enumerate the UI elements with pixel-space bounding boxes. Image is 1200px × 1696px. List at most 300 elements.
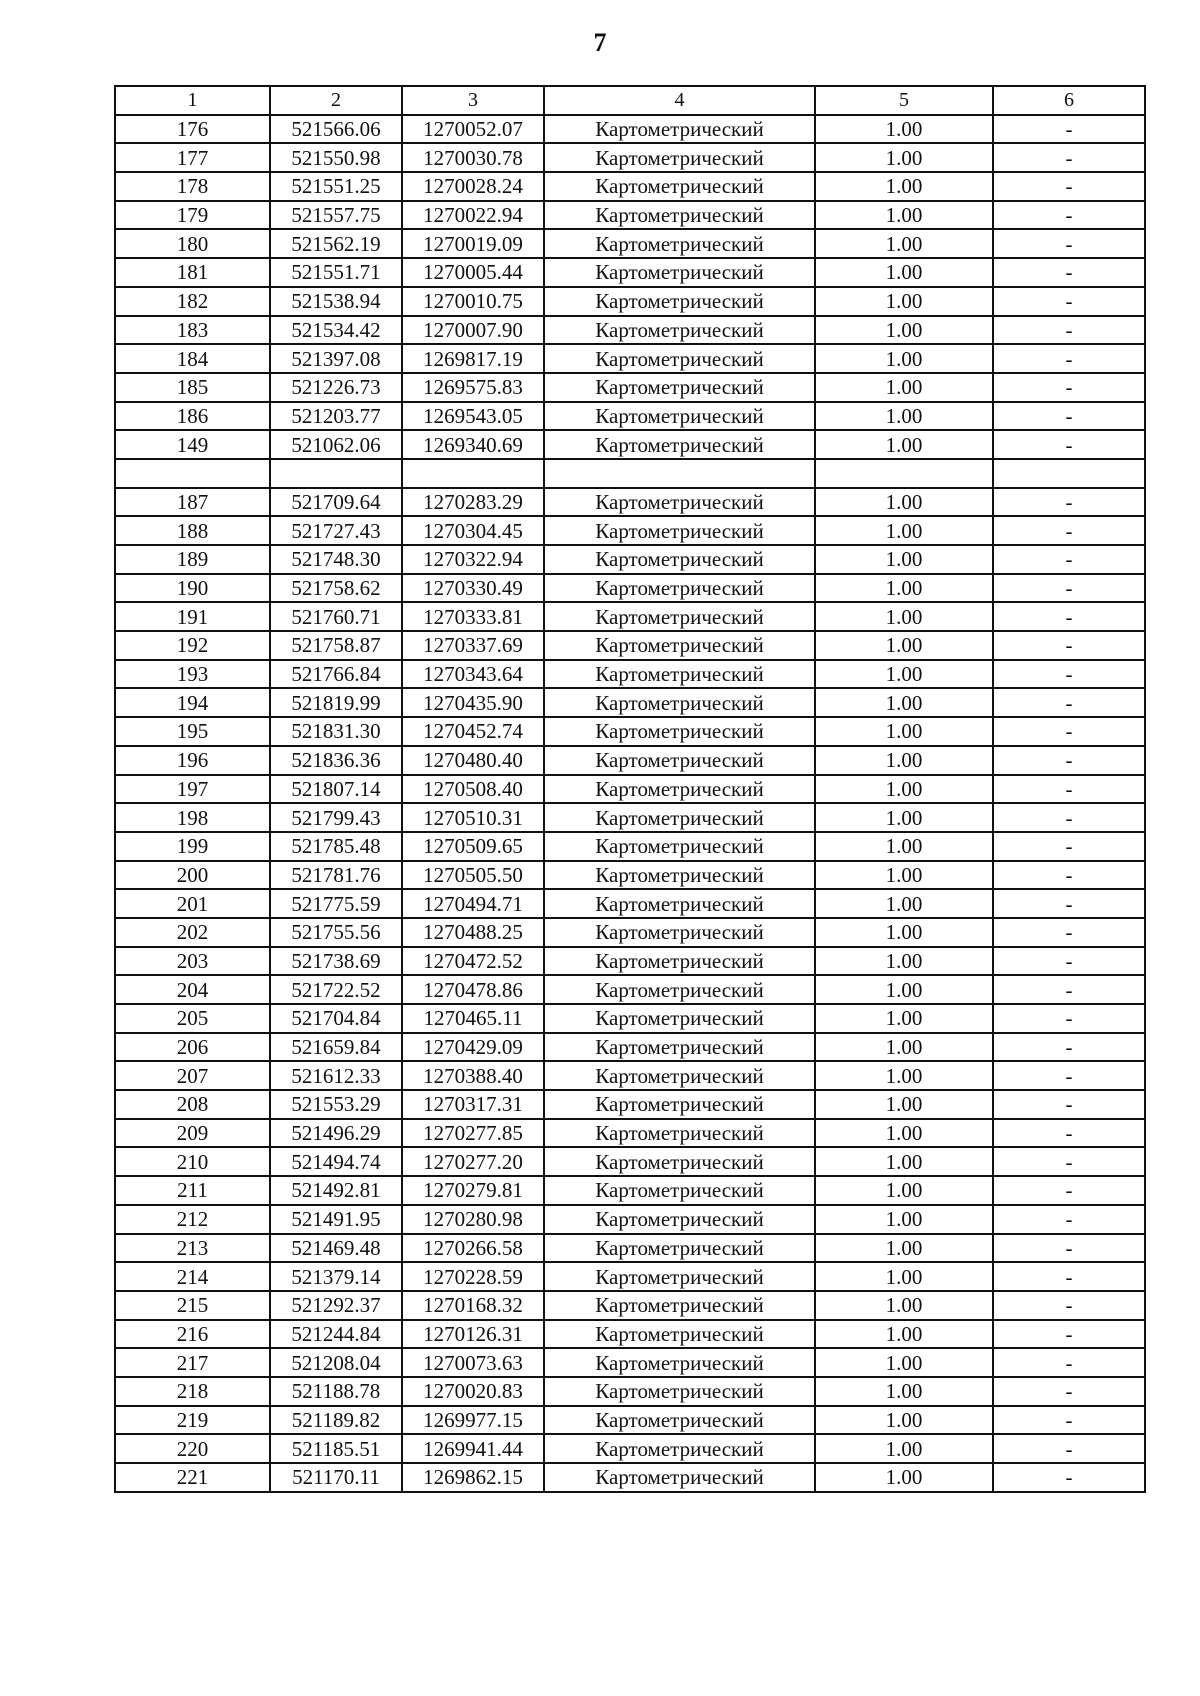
y-coordinate-cell: 1270279.81 [402, 1176, 544, 1205]
y-coordinate-cell: 1270168.32 [402, 1291, 544, 1320]
point-number-cell: 209 [115, 1119, 270, 1148]
y-coordinate-cell: 1270435.90 [402, 688, 544, 717]
accuracy-cell: 1.00 [815, 1004, 993, 1033]
header-row [115, 86, 1145, 115]
table-row [115, 459, 1145, 488]
method-cell: Картометрический [544, 488, 815, 517]
method-cell: Картометрический [544, 316, 815, 345]
point-number-cell: 197 [115, 775, 270, 804]
note-cell: - [993, 344, 1145, 373]
y-coordinate-cell: 1270465.11 [402, 1004, 544, 1033]
table-body [115, 115, 1145, 1492]
method-cell: Картометрический [544, 861, 815, 890]
accuracy-cell: 1.00 [815, 832, 993, 861]
method-cell: Картометрический [544, 688, 815, 717]
point-number-cell: 194 [115, 688, 270, 717]
y-coordinate-cell: 1270126.31 [402, 1320, 544, 1349]
point-number-cell: 198 [115, 803, 270, 832]
method-cell: Картометрический [544, 1176, 815, 1205]
method-cell: Картометрический [544, 229, 815, 258]
method-cell: Картометрический [544, 373, 815, 402]
point-number-cell: 214 [115, 1262, 270, 1291]
table-row [115, 430, 1145, 459]
table-row [115, 115, 1145, 144]
x-coordinate-cell: 521244.84 [270, 1320, 402, 1349]
accuracy-cell: 1.00 [815, 1262, 993, 1291]
point-number-cell: 216 [115, 1320, 270, 1349]
y-coordinate-cell: 1270333.81 [402, 602, 544, 631]
y-coordinate-cell: 1270317.31 [402, 1090, 544, 1119]
x-coordinate-cell: 521170.11 [270, 1463, 402, 1492]
x-coordinate-cell: 521534.42 [270, 316, 402, 345]
note-cell: - [993, 660, 1145, 689]
note-cell: - [993, 574, 1145, 603]
x-coordinate-cell: 521553.29 [270, 1090, 402, 1119]
table-row [115, 172, 1145, 201]
y-coordinate-cell: 1270510.31 [402, 803, 544, 832]
coordinates-table [114, 85, 1146, 1493]
accuracy-cell: 1.00 [815, 631, 993, 660]
method-cell: Картометрический [544, 660, 815, 689]
table-row [115, 1090, 1145, 1119]
y-coordinate-cell: 1270010.75 [402, 287, 544, 316]
point-number-cell: 178 [115, 172, 270, 201]
y-coordinate-cell: 1270228.59 [402, 1262, 544, 1291]
x-coordinate-cell: 521785.48 [270, 832, 402, 861]
method-cell: Картометрический [544, 746, 815, 775]
y-coordinate-cell: 1269977.15 [402, 1406, 544, 1435]
method-cell: Картометрический [544, 258, 815, 287]
accuracy-cell: 1.00 [815, 1234, 993, 1263]
note-cell: - [993, 201, 1145, 230]
point-number-cell: 185 [115, 373, 270, 402]
note-cell: - [993, 1205, 1145, 1234]
note-cell: - [993, 1406, 1145, 1435]
point-number-cell: 177 [115, 143, 270, 172]
point-number-cell: 213 [115, 1234, 270, 1263]
point-number-cell: 215 [115, 1291, 270, 1320]
y-coordinate-cell: 1270472.52 [402, 947, 544, 976]
table-row [115, 488, 1145, 517]
table-row [115, 1061, 1145, 1090]
point-number-cell: 212 [115, 1205, 270, 1234]
method-cell: Картометрический [544, 803, 815, 832]
note-cell: - [993, 832, 1145, 861]
note-cell: - [993, 803, 1145, 832]
method-cell: Картометрический [544, 287, 815, 316]
note-cell: - [993, 1320, 1145, 1349]
y-coordinate-cell: 1270304.45 [402, 516, 544, 545]
point-number-cell: 221 [115, 1463, 270, 1492]
x-coordinate-cell: 521226.73 [270, 373, 402, 402]
accuracy-cell: 1.00 [815, 746, 993, 775]
x-coordinate-cell: 521722.52 [270, 975, 402, 1004]
method-cell: Картометрический [544, 1033, 815, 1062]
point-number-cell: 183 [115, 316, 270, 345]
method-cell: Картометрический [544, 402, 815, 431]
x-coordinate-cell: 521704.84 [270, 1004, 402, 1033]
point-number-cell: 200 [115, 861, 270, 890]
method-cell: Картометрический [544, 1377, 815, 1406]
table-row [115, 201, 1145, 230]
note-cell: - [993, 947, 1145, 976]
method-cell: Картометрический [544, 1463, 815, 1492]
y-coordinate-cell: 1270322.94 [402, 545, 544, 574]
note-cell: - [993, 1234, 1145, 1263]
point-number-cell: 149 [115, 430, 270, 459]
note-cell: - [993, 430, 1145, 459]
y-coordinate-cell: 1270277.85 [402, 1119, 544, 1148]
table-row [115, 1234, 1145, 1263]
point-number-cell: 204 [115, 975, 270, 1004]
method-cell: Картометрический [544, 1320, 815, 1349]
method-cell: Картометрический [544, 602, 815, 631]
note-cell: - [993, 1004, 1145, 1033]
point-number-cell: 190 [115, 574, 270, 603]
method-cell: Картометрический [544, 1291, 815, 1320]
y-coordinate-cell: 1270343.64 [402, 660, 544, 689]
note-cell: - [993, 918, 1145, 947]
x-coordinate-cell: 521758.87 [270, 631, 402, 660]
y-coordinate-cell: 1270488.25 [402, 918, 544, 947]
note-cell: - [993, 775, 1145, 804]
table-header [115, 86, 1145, 115]
note-cell: - [993, 1061, 1145, 1090]
y-coordinate-cell: 1270330.49 [402, 574, 544, 603]
x-coordinate-cell: 521494.74 [270, 1147, 402, 1176]
x-coordinate-cell: 521551.71 [270, 258, 402, 287]
table-row [115, 287, 1145, 316]
x-coordinate-cell: 521203.77 [270, 402, 402, 431]
accuracy-cell: 1.00 [815, 889, 993, 918]
y-coordinate-cell: 1270052.07 [402, 115, 544, 144]
accuracy-cell: 1.00 [815, 316, 993, 345]
y-coordinate-cell: 1270007.90 [402, 316, 544, 345]
method-cell: Картометрический [544, 1262, 815, 1291]
x-coordinate-cell [270, 459, 402, 488]
y-coordinate-cell: 1269862.15 [402, 1463, 544, 1492]
accuracy-cell: 1.00 [815, 1348, 993, 1377]
table-row [115, 545, 1145, 574]
x-coordinate-cell: 521188.78 [270, 1377, 402, 1406]
accuracy-cell: 1.00 [815, 172, 993, 201]
point-number-cell: 211 [115, 1176, 270, 1205]
point-number-cell: 181 [115, 258, 270, 287]
y-coordinate-cell: 1270020.83 [402, 1377, 544, 1406]
x-coordinate-cell: 521492.81 [270, 1176, 402, 1205]
y-coordinate-cell: 1270388.40 [402, 1061, 544, 1090]
y-coordinate-cell: 1270505.50 [402, 861, 544, 890]
table-row [115, 1320, 1145, 1349]
accuracy-cell: 1.00 [815, 1119, 993, 1148]
y-coordinate-cell: 1269543.05 [402, 402, 544, 431]
method-cell: Картометрический [544, 430, 815, 459]
table-row [115, 1205, 1145, 1234]
note-cell: - [993, 488, 1145, 517]
accuracy-cell: 1.00 [815, 775, 993, 804]
method-cell: Картометрический [544, 172, 815, 201]
x-coordinate-cell: 521775.59 [270, 889, 402, 918]
y-coordinate-cell: 1270452.74 [402, 717, 544, 746]
column-header: 3 [402, 86, 544, 115]
method-cell: Картометрический [544, 1434, 815, 1463]
note-cell: - [993, 631, 1145, 660]
accuracy-cell: 1.00 [815, 918, 993, 947]
accuracy-cell: 1.00 [815, 287, 993, 316]
x-coordinate-cell: 521738.69 [270, 947, 402, 976]
table-row [115, 861, 1145, 890]
y-coordinate-cell: 1270478.86 [402, 975, 544, 1004]
x-coordinate-cell: 521612.33 [270, 1061, 402, 1090]
note-cell: - [993, 316, 1145, 345]
note-cell: - [993, 516, 1145, 545]
table-row [115, 947, 1145, 976]
note-cell [993, 459, 1145, 488]
note-cell: - [993, 115, 1145, 144]
table-row [115, 1463, 1145, 1492]
table-row [115, 660, 1145, 689]
method-cell: Картометрический [544, 631, 815, 660]
table-row [115, 574, 1145, 603]
x-coordinate-cell: 521551.25 [270, 172, 402, 201]
x-coordinate-cell: 521727.43 [270, 516, 402, 545]
table-row [115, 1176, 1145, 1205]
x-coordinate-cell: 521659.84 [270, 1033, 402, 1062]
y-coordinate-cell: 1270509.65 [402, 832, 544, 861]
method-cell: Картометрический [544, 1205, 815, 1234]
accuracy-cell: 1.00 [815, 373, 993, 402]
note-cell: - [993, 287, 1145, 316]
y-coordinate-cell: 1270283.29 [402, 488, 544, 517]
y-coordinate-cell: 1270337.69 [402, 631, 544, 660]
note-cell: - [993, 1119, 1145, 1148]
x-coordinate-cell: 521836.36 [270, 746, 402, 775]
accuracy-cell: 1.00 [815, 1061, 993, 1090]
accuracy-cell: 1.00 [815, 803, 993, 832]
x-coordinate-cell: 521709.64 [270, 488, 402, 517]
point-number-cell: 189 [115, 545, 270, 574]
table-row [115, 1348, 1145, 1377]
accuracy-cell: 1.00 [815, 1205, 993, 1234]
x-coordinate-cell: 521538.94 [270, 287, 402, 316]
y-coordinate-cell: 1269941.44 [402, 1434, 544, 1463]
accuracy-cell: 1.00 [815, 545, 993, 574]
y-coordinate-cell: 1269340.69 [402, 430, 544, 459]
x-coordinate-cell: 521496.29 [270, 1119, 402, 1148]
point-number-cell: 202 [115, 918, 270, 947]
method-cell: Картометрический [544, 545, 815, 574]
y-coordinate-cell: 1270277.20 [402, 1147, 544, 1176]
x-coordinate-cell: 521491.95 [270, 1205, 402, 1234]
point-number-cell [115, 459, 270, 488]
y-coordinate-cell: 1270073.63 [402, 1348, 544, 1377]
table-row [115, 775, 1145, 804]
y-coordinate-cell: 1269817.19 [402, 344, 544, 373]
note-cell: - [993, 1147, 1145, 1176]
table-row [115, 803, 1145, 832]
accuracy-cell: 1.00 [815, 258, 993, 287]
method-cell: Картометрический [544, 574, 815, 603]
table-row [115, 889, 1145, 918]
accuracy-cell: 1.00 [815, 717, 993, 746]
table-row [115, 373, 1145, 402]
table-row [115, 602, 1145, 631]
x-coordinate-cell: 521379.14 [270, 1262, 402, 1291]
method-cell: Картометрический [544, 1147, 815, 1176]
x-coordinate-cell: 521831.30 [270, 717, 402, 746]
note-cell: - [993, 1090, 1145, 1119]
accuracy-cell: 1.00 [815, 602, 993, 631]
x-coordinate-cell: 521807.14 [270, 775, 402, 804]
note-cell: - [993, 975, 1145, 1004]
x-coordinate-cell: 521781.76 [270, 861, 402, 890]
table-row [115, 717, 1145, 746]
x-coordinate-cell: 521566.06 [270, 115, 402, 144]
y-coordinate-cell: 1270494.71 [402, 889, 544, 918]
note-cell: - [993, 861, 1145, 890]
x-coordinate-cell: 521292.37 [270, 1291, 402, 1320]
point-number-cell: 191 [115, 602, 270, 631]
y-coordinate-cell: 1270019.09 [402, 229, 544, 258]
table-row [115, 631, 1145, 660]
point-number-cell: 217 [115, 1348, 270, 1377]
point-number-cell: 179 [115, 201, 270, 230]
note-cell: - [993, 172, 1145, 201]
table-row [115, 1262, 1145, 1291]
x-coordinate-cell: 521185.51 [270, 1434, 402, 1463]
x-coordinate-cell: 521748.30 [270, 545, 402, 574]
note-cell: - [993, 1434, 1145, 1463]
point-number-cell: 201 [115, 889, 270, 918]
table-row [115, 1291, 1145, 1320]
note-cell: - [993, 1291, 1145, 1320]
column-header: 2 [270, 86, 402, 115]
note-cell: - [993, 373, 1145, 402]
point-number-cell: 218 [115, 1377, 270, 1406]
point-number-cell: 199 [115, 832, 270, 861]
note-cell: - [993, 258, 1145, 287]
point-number-cell: 206 [115, 1033, 270, 1062]
note-cell: - [993, 717, 1145, 746]
x-coordinate-cell: 521189.82 [270, 1406, 402, 1435]
point-number-cell: 184 [115, 344, 270, 373]
method-cell: Картометрический [544, 1234, 815, 1263]
column-header: 4 [544, 86, 815, 115]
accuracy-cell: 1.00 [815, 344, 993, 373]
x-coordinate-cell: 521208.04 [270, 1348, 402, 1377]
accuracy-cell: 1.00 [815, 1147, 993, 1176]
table-row [115, 1119, 1145, 1148]
x-coordinate-cell: 521766.84 [270, 660, 402, 689]
accuracy-cell: 1.00 [815, 115, 993, 144]
y-coordinate-cell: 1270480.40 [402, 746, 544, 775]
y-coordinate-cell: 1270266.58 [402, 1234, 544, 1263]
table-row [115, 229, 1145, 258]
point-number-cell: 208 [115, 1090, 270, 1119]
x-coordinate-cell: 521760.71 [270, 602, 402, 631]
table-row [115, 975, 1145, 1004]
x-coordinate-cell: 521755.56 [270, 918, 402, 947]
accuracy-cell: 1.00 [815, 947, 993, 976]
table-row [115, 918, 1145, 947]
column-header: 1 [115, 86, 270, 115]
accuracy-cell: 1.00 [815, 975, 993, 1004]
x-coordinate-cell: 521469.48 [270, 1234, 402, 1263]
method-cell: Картометрический [544, 1406, 815, 1435]
x-coordinate-cell: 521062.06 [270, 430, 402, 459]
note-cell: - [993, 688, 1145, 717]
accuracy-cell: 1.00 [815, 488, 993, 517]
note-cell: - [993, 602, 1145, 631]
method-cell: Картометрический [544, 115, 815, 144]
note-cell: - [993, 143, 1145, 172]
note-cell: - [993, 1033, 1145, 1062]
accuracy-cell: 1.00 [815, 201, 993, 230]
table-row [115, 1147, 1145, 1176]
table-row [115, 516, 1145, 545]
method-cell: Картометрический [544, 143, 815, 172]
table-row [115, 258, 1145, 287]
table-row [115, 402, 1145, 431]
accuracy-cell: 1.00 [815, 1291, 993, 1320]
table-row [115, 316, 1145, 345]
table-row [115, 1434, 1145, 1463]
note-cell: - [993, 1377, 1145, 1406]
method-cell: Картометрический [544, 1004, 815, 1033]
accuracy-cell: 1.00 [815, 1033, 993, 1062]
column-header: 6 [993, 86, 1145, 115]
method-cell [544, 459, 815, 488]
note-cell: - [993, 1262, 1145, 1291]
accuracy-cell: 1.00 [815, 1320, 993, 1349]
note-cell: - [993, 889, 1145, 918]
accuracy-cell: 1.00 [815, 1434, 993, 1463]
method-cell: Картометрический [544, 717, 815, 746]
point-number-cell: 195 [115, 717, 270, 746]
x-coordinate-cell: 521557.75 [270, 201, 402, 230]
table-row [115, 688, 1145, 717]
y-coordinate-cell: 1269575.83 [402, 373, 544, 402]
note-cell: - [993, 1348, 1145, 1377]
point-number-cell: 196 [115, 746, 270, 775]
column-header: 5 [815, 86, 993, 115]
method-cell: Картометрический [544, 1061, 815, 1090]
method-cell: Картометрический [544, 1090, 815, 1119]
table-row [115, 832, 1145, 861]
accuracy-cell: 1.00 [815, 1463, 993, 1492]
point-number-cell: 188 [115, 516, 270, 545]
note-cell: - [993, 1176, 1145, 1205]
method-cell: Картометрический [544, 516, 815, 545]
point-number-cell: 193 [115, 660, 270, 689]
method-cell: Картометрический [544, 918, 815, 947]
method-cell: Картометрический [544, 1348, 815, 1377]
note-cell: - [993, 402, 1145, 431]
point-number-cell: 192 [115, 631, 270, 660]
accuracy-cell: 1.00 [815, 688, 993, 717]
table-row [115, 1004, 1145, 1033]
table-row [115, 1377, 1145, 1406]
method-cell: Картометрический [544, 975, 815, 1004]
page-number: 7 [593, 28, 607, 57]
method-cell: Картометрический [544, 832, 815, 861]
accuracy-cell: 1.00 [815, 1377, 993, 1406]
y-coordinate-cell: 1270508.40 [402, 775, 544, 804]
x-coordinate-cell: 521799.43 [270, 803, 402, 832]
accuracy-cell: 1.00 [815, 861, 993, 890]
accuracy-cell: 1.00 [815, 1090, 993, 1119]
method-cell: Картометрический [544, 1119, 815, 1148]
